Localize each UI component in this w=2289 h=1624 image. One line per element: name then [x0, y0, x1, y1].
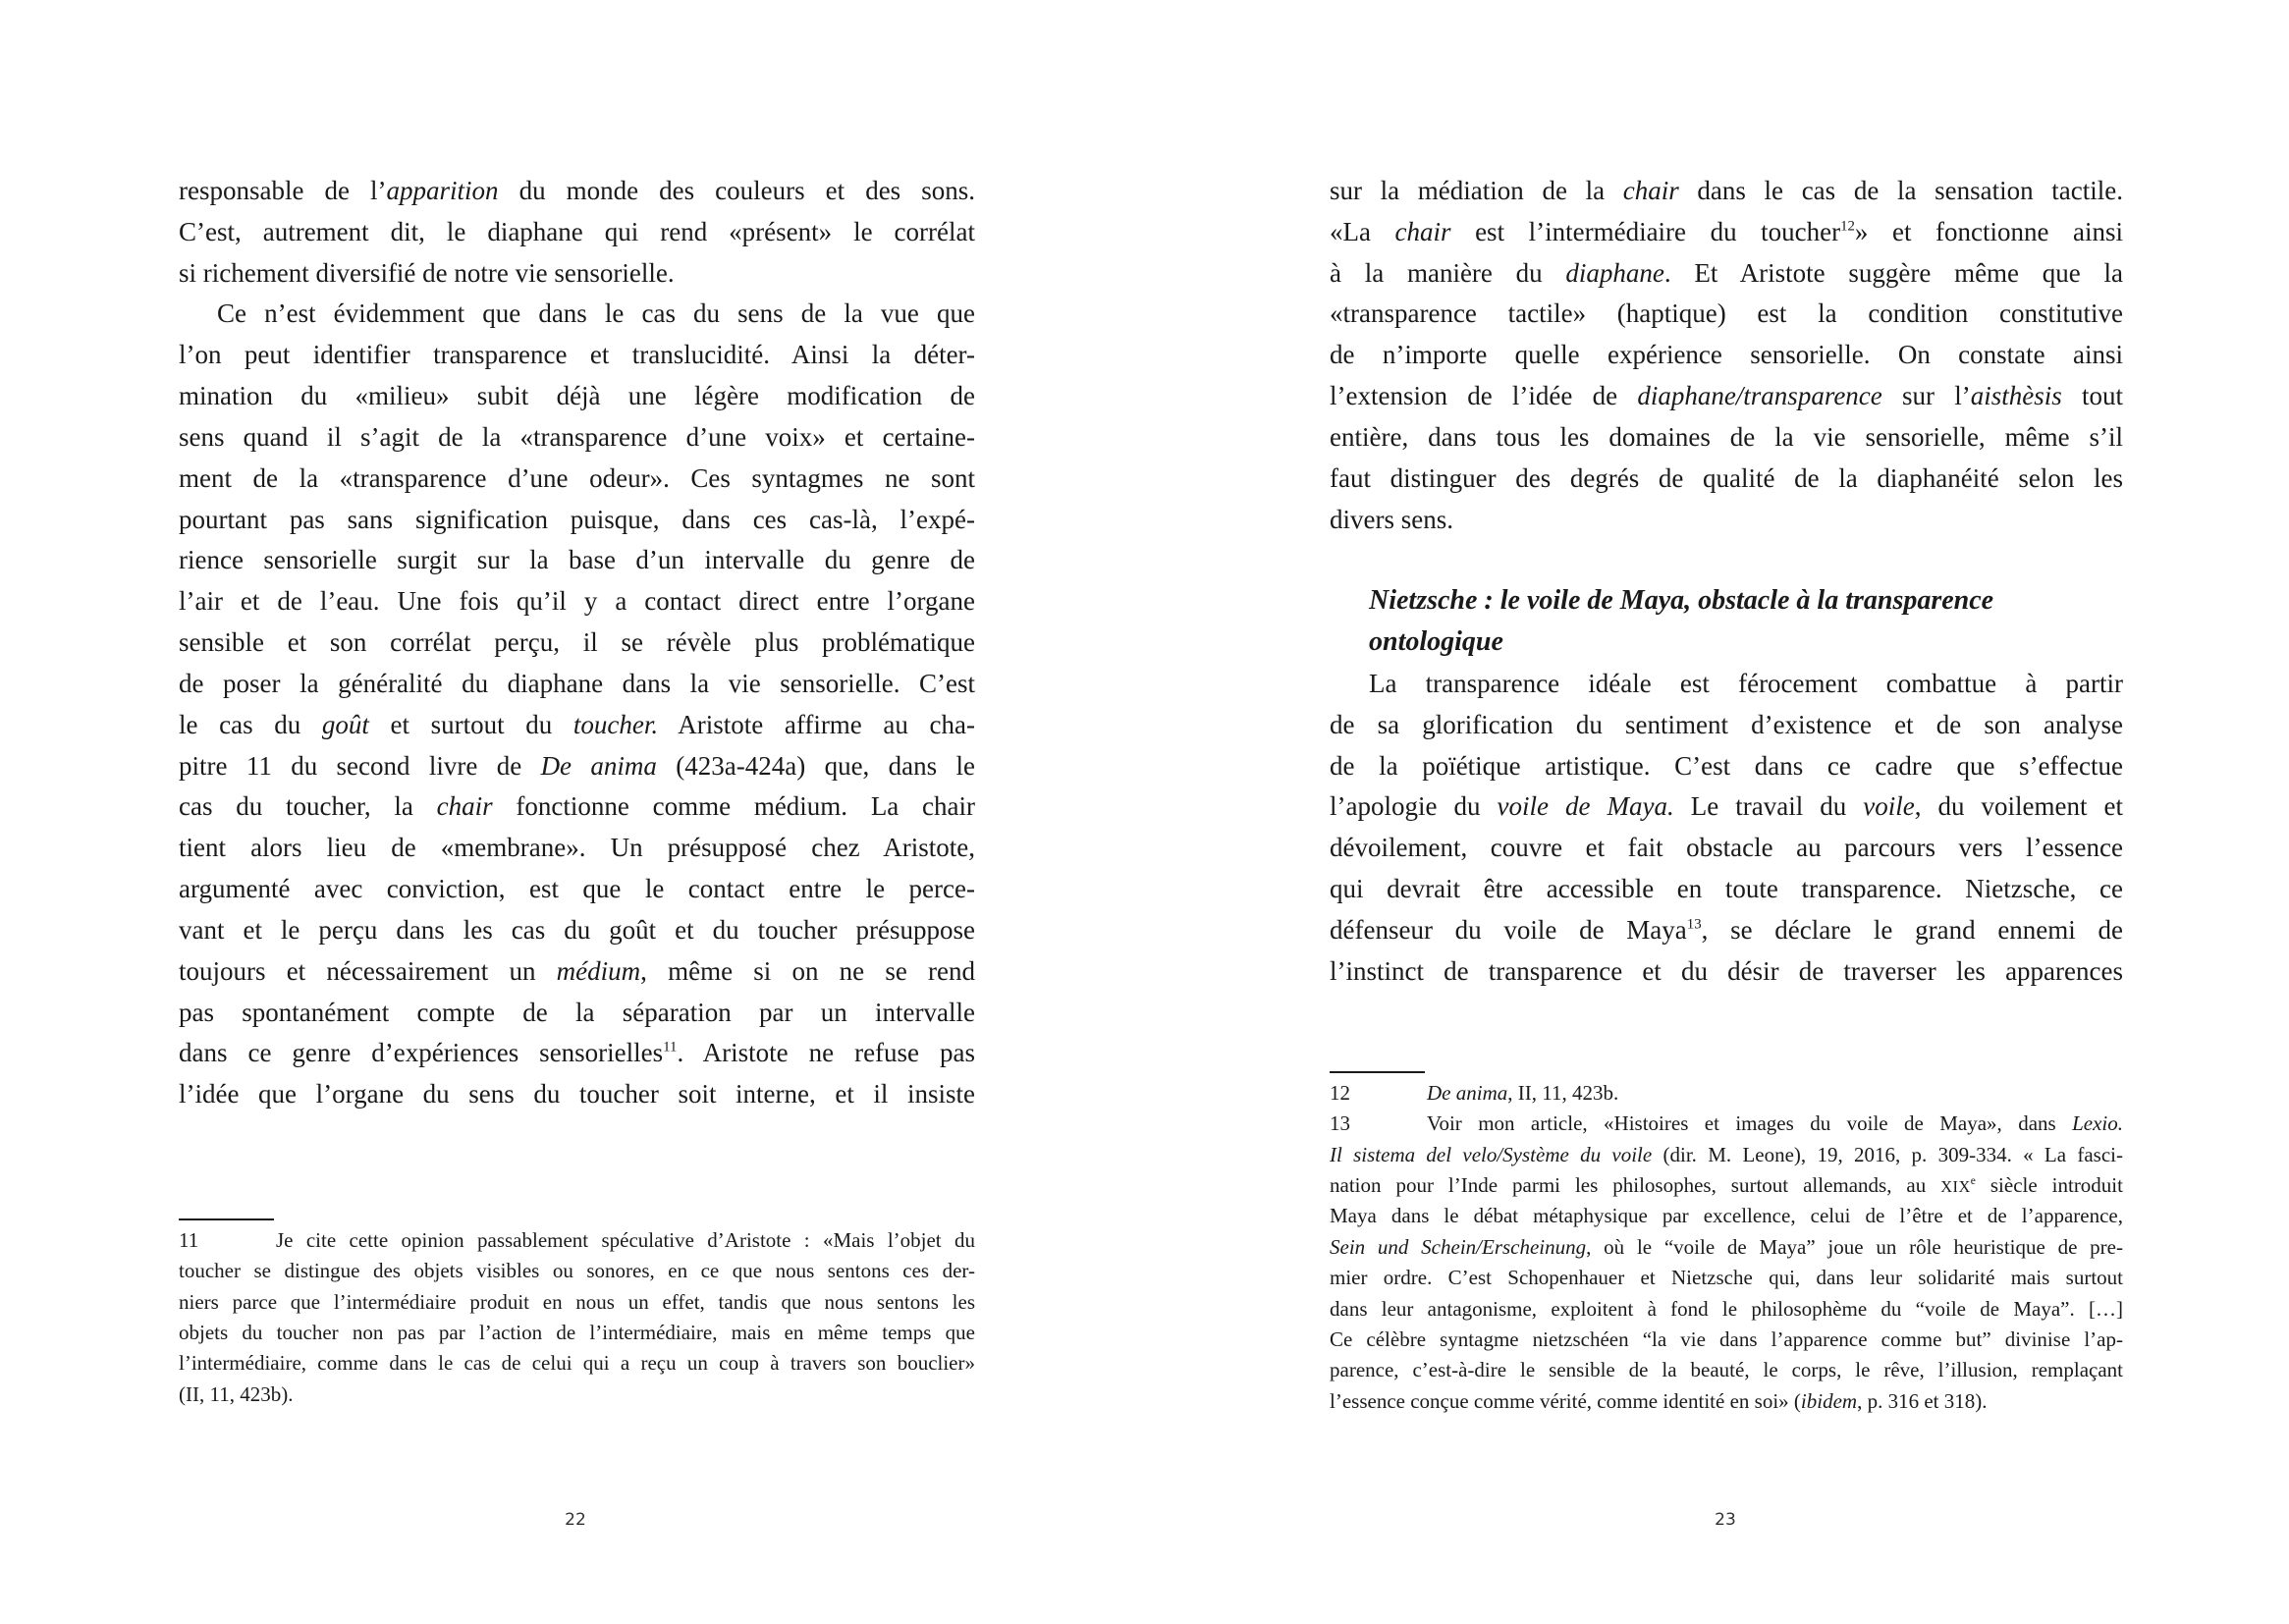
- text-run: l’on peut identifier transparence et translucidité. Ainsi la déter-: [179, 340, 975, 370]
- body-text-line: [1330, 785, 2123, 827]
- text-run: l’intermédiaire, comme dans le cas de celui qui a reçu un coup à travers son bouclier»: [179, 1351, 975, 1376]
- body-text-line: [179, 499, 975, 540]
- text-run: sensible et son corrélat perçu, il se révèle plus problématique: [179, 627, 975, 658]
- body-text-line: [179, 1032, 975, 1073]
- italic-text: ibidem: [1800, 1388, 1858, 1413]
- italic-text: chair: [1622, 176, 1679, 205]
- footnote-line: [1330, 1078, 2123, 1109]
- body-text-line: [179, 1073, 975, 1114]
- text-run: fonctionne comme médium. La chair: [492, 791, 976, 822]
- text-run: rience sensorielle surgit sur la base d’un intervalle du genre de: [179, 545, 975, 575]
- text-run: faut distinguer des degrés de qualité de la diaphanéité selon les: [1330, 462, 2123, 493]
- body-text-line: [1330, 499, 2123, 540]
- italic-text: De anima: [540, 750, 657, 781]
- text-run: dans ce genre d’expériences sensorielles: [179, 1038, 664, 1068]
- body-text-line: [1330, 950, 2123, 992]
- page-number: 22: [565, 1510, 586, 1530]
- section-heading: ontologique: [1369, 626, 1503, 658]
- footnote-line: [179, 1380, 975, 1410]
- text-run: . Aristote ne refuse pas: [677, 1038, 975, 1068]
- section-heading: Nietzsche : le voile de Maya, obstacle à la transparence: [1369, 585, 1994, 617]
- text-run: est l’intermédiaire du toucher: [1450, 216, 1841, 246]
- text-run: l’essence conçue comme vérité, comme identité en soi» (: [1330, 1388, 1801, 1413]
- footnote-line: [1330, 1140, 2123, 1170]
- body-text-line: [179, 211, 975, 252]
- text-run: dans leur antagonisme, exploitent à fond le philosophème du “voile de Maya”. […]: [1330, 1296, 2123, 1321]
- text-run: siècle introduit: [1975, 1173, 2123, 1198]
- text-run: Aristote affirme au cha-: [658, 709, 975, 739]
- text-run: dans le cas de la sensation tactile.: [1678, 176, 2123, 205]
- footnote-rule: [179, 1218, 274, 1220]
- text-run: de n’importe quelle expérience sensorielle. On constate ainsi: [1330, 340, 2123, 370]
- footnote-line: [179, 1225, 975, 1256]
- italic-text: voile de Maya.: [1497, 791, 1674, 822]
- text-run: tient alors lieu de «membrane». Un présupposé chez Aristote,: [179, 833, 975, 863]
- italic-text: chair: [436, 791, 493, 822]
- body-text-line: [1330, 745, 2123, 786]
- text-run: Je cite cette opinion passablement spéculative d’Aristote : «Mais l’objet du: [276, 1228, 975, 1252]
- italic-text: diaphane/transparence: [1637, 381, 1882, 411]
- text-run: toujours et nécessairement un: [179, 955, 557, 986]
- body-text-line: [179, 868, 975, 909]
- text-run: , II, 11, 423b.: [1507, 1081, 1619, 1105]
- footnote-line: [1330, 1263, 2123, 1293]
- footnote-line: [179, 1256, 975, 1286]
- text-run: cas du toucher, la: [179, 791, 437, 822]
- text-run: l’apologie du: [1330, 791, 1498, 822]
- text-run: (dir. M. Leone), 19, 2016, p. 309-334. « La fasci-: [1652, 1142, 2123, 1166]
- text-run: Le travail du: [1673, 791, 1864, 822]
- text-run: l’extension de l’idée de: [1330, 381, 1638, 411]
- text-run: de poser la généralité du diaphane dans la vie sensorielle. C’est: [179, 668, 975, 698]
- footnote-line: [179, 1318, 975, 1348]
- footnote-line: [1330, 1232, 2123, 1263]
- body-text-line: [179, 992, 975, 1033]
- footnote-number: 13: [1330, 1111, 1350, 1136]
- body-text-line: [179, 293, 975, 334]
- text-run: «La: [1330, 216, 1395, 246]
- italic-text: chair: [1394, 216, 1451, 246]
- text-run: mier ordre. C’est Schopenhauer et Nietzsche qui, dans leur solidarité mais surtout: [1330, 1266, 2123, 1290]
- text-run: argumenté avec conviction, est que le contact entre le perce-: [179, 874, 975, 904]
- text-run: (423a-424a) que, dans le: [656, 750, 975, 781]
- text-run: , où le “voile de Maya” joue un rôle heuristique de pre-: [1586, 1234, 2123, 1259]
- text-run: sur la médiation de la: [1330, 176, 1623, 205]
- body-text-line: [179, 785, 975, 827]
- text-run: qui devrait être accessible en toute transparence. Nietzsche, ce: [1330, 874, 2123, 904]
- footnote-rule: [1330, 1071, 1425, 1073]
- text-run: niers parce que l’intermédiaire produit en nous un effet, tandis que nous sentons les: [179, 1289, 975, 1314]
- text-run: et surtout du: [368, 709, 573, 739]
- italic-text: aisthèsis: [1970, 381, 2062, 411]
- text-run: mination du «milieu» subit déjà une légère modification de: [179, 381, 975, 411]
- italic-text: Lexio.: [2072, 1111, 2123, 1136]
- italic-text: toucher.: [572, 709, 659, 739]
- text-run: pas spontanément compte de la séparation par un intervalle: [179, 997, 975, 1027]
- body-text-line: [1330, 293, 2123, 334]
- footnote-number: 12: [1330, 1081, 1350, 1105]
- text-run: vant et le perçu dans les cas du goût et du toucher présuppose: [179, 914, 975, 945]
- text-run: à la manière du: [1330, 257, 1566, 288]
- body-text-line: [1330, 704, 2123, 745]
- footnote-line: [1330, 1109, 2123, 1139]
- text-run: Maya dans le débat métaphysique par excellence, celui de l’être et de l’apparence,: [1330, 1204, 2123, 1228]
- body-text-line: [179, 827, 975, 868]
- body-text-line: [1330, 416, 2123, 458]
- text-run: entière, dans tous les domaines de la vie sensorielle, même s’il: [1330, 421, 2123, 452]
- italic-text: diaphane: [1565, 257, 1664, 288]
- right-page: [1144, 0, 2289, 1624]
- footnote-ref: 13: [1686, 916, 1702, 933]
- body-text-line: [179, 416, 975, 458]
- text-run: l’air et de l’eau. Une fois qu’il y a contact direct entre l’organe: [179, 586, 975, 617]
- text-run: de sa glorification du sentiment d’existence et de son analyse: [1330, 709, 2123, 739]
- footnote-ref: e: [1970, 1175, 1976, 1188]
- text-run: parence, c’est-à-dire le sensible de la beauté, le corps, le rêve, l’illusion, remplaçant: [1330, 1358, 2123, 1382]
- text-run: (II, 11, 423b).: [179, 1381, 294, 1406]
- text-run: l’instinct de transparence et du désir de traverser les apparences: [1330, 955, 2123, 986]
- text-run: toucher se distingue des objets visibles ou sonores, en ce que nous sentons ces der-: [179, 1259, 975, 1283]
- footnote-number: 11: [179, 1228, 199, 1252]
- italic-text: voile: [1863, 791, 1915, 822]
- text-run: sens quand il s’agit de la «transparence d’une voix» et certaine-: [179, 421, 975, 452]
- text-run: » et fonctionne ainsi: [1854, 216, 2123, 246]
- body-text-line: [179, 375, 975, 416]
- text-run: . Et Aristote suggère même que la: [1663, 257, 2123, 288]
- text-run: Ce célèbre syntagme nietzschéen “la vie dans l’apparence comme but” divinise l’ap-: [1330, 1326, 2123, 1351]
- text-run: «transparence tactile» (haptique) est la condition constitutive: [1330, 298, 2123, 329]
- text-run: dévoilement, couvre et fait obstacle au parcours vers l’essence: [1330, 833, 2123, 863]
- text-run: ment de la «transparence d’une odeur». Ces syntagmes ne sont: [179, 462, 975, 493]
- body-text-line: [179, 745, 975, 786]
- footnote-ref: 11: [663, 1040, 678, 1056]
- body-text-line: [1330, 827, 2123, 868]
- text-run: l’idée que l’organe du sens du toucher soit interne, et il insiste: [179, 1079, 975, 1110]
- text-run: , du voilement et: [1914, 791, 2123, 822]
- body-text-line: [1330, 458, 2123, 499]
- body-text-line: [179, 170, 975, 211]
- body-text-line: [1330, 211, 2123, 252]
- body-text-line: [179, 458, 975, 499]
- text-run: si richement diversifié de notre vie sensorielle.: [179, 257, 675, 288]
- body-text-line: [1330, 868, 2123, 909]
- left-page: [0, 0, 1144, 1624]
- body-text-line: [179, 704, 975, 745]
- text-run: le cas du: [179, 709, 322, 739]
- footnote-line: [179, 1287, 975, 1318]
- body-text-line: [1330, 663, 2123, 704]
- italic-text: Il sistema del velo/Système du voile: [1330, 1142, 1653, 1166]
- text-run: du monde des couleurs et des sons.: [498, 176, 975, 205]
- text-run: défenseur du voile de Maya: [1330, 914, 1687, 945]
- footnote-ref: 12: [1840, 218, 1855, 235]
- body-text-line: [1330, 334, 2123, 375]
- body-text-line: [1330, 252, 2123, 294]
- body-text-line: [1330, 170, 2123, 211]
- italic-text: goût: [321, 709, 369, 739]
- footnote-line: [1330, 1325, 2123, 1355]
- text-run: Voir mon article, «Histoires et images du voile de Maya», dans: [1427, 1111, 2073, 1136]
- text-run: de la poïétique artistique. C’est dans ce cadre que s’effectue: [1330, 750, 2123, 781]
- body-text-line: [179, 334, 975, 375]
- footnote-line: [1330, 1386, 2123, 1417]
- text-run: tout: [2061, 381, 2123, 411]
- footnote-line: [1330, 1201, 2123, 1231]
- text-run: objets du toucher non pas par l’action de l’intermédiaire, mais en même temps que: [179, 1321, 975, 1345]
- page-number: 23: [1715, 1510, 1736, 1530]
- body-text-line: [179, 622, 975, 663]
- italic-text: De anima: [1427, 1081, 1508, 1105]
- italic-text: apparition: [386, 176, 499, 205]
- text-run: , même si on ne se rend: [640, 955, 975, 986]
- body-text-line: [179, 663, 975, 704]
- body-text-line: [179, 539, 975, 580]
- body-text-line: [179, 252, 975, 294]
- small-caps-text: XIX: [1940, 1177, 1971, 1197]
- footnote-line: [1330, 1170, 2123, 1201]
- footnote-line: [1330, 1355, 2123, 1385]
- text-run: pourtant pas sans signification puisque, dans ces cas-là, l’expé-: [179, 504, 975, 534]
- text-run: divers sens.: [1330, 504, 1453, 534]
- text-run: , p. 316 et 318).: [1857, 1388, 1988, 1413]
- text-run: pitre 11 du second livre de: [179, 750, 541, 781]
- footnote-line: [179, 1348, 975, 1379]
- text-run: responsable de l’: [179, 176, 387, 205]
- italic-text: Sein und Schein/Erscheinung: [1330, 1234, 1587, 1259]
- body-text-line: [179, 580, 975, 622]
- text-run: sur l’: [1881, 381, 1971, 411]
- body-text-line: [179, 950, 975, 992]
- body-text-line: [179, 909, 975, 950]
- text-run: , se déclare le grand ennemi de: [1701, 914, 2123, 945]
- text-run: La transparence idéale est férocement combattue à partir: [1369, 668, 2123, 698]
- footnote-line: [1330, 1294, 2123, 1325]
- text-run: Ce n’est évidemment que dans le cas du sens de la vue que: [217, 298, 975, 329]
- text-run: C’est, autrement dit, le diaphane qui rend «présent» le corrélat: [179, 216, 975, 246]
- body-text-line: [1330, 375, 2123, 416]
- italic-text: médium: [556, 955, 641, 986]
- body-text-line: [1330, 909, 2123, 950]
- text-run: nation pour l’Inde parmi les philosophes, surtout allemands, au: [1330, 1173, 1941, 1198]
